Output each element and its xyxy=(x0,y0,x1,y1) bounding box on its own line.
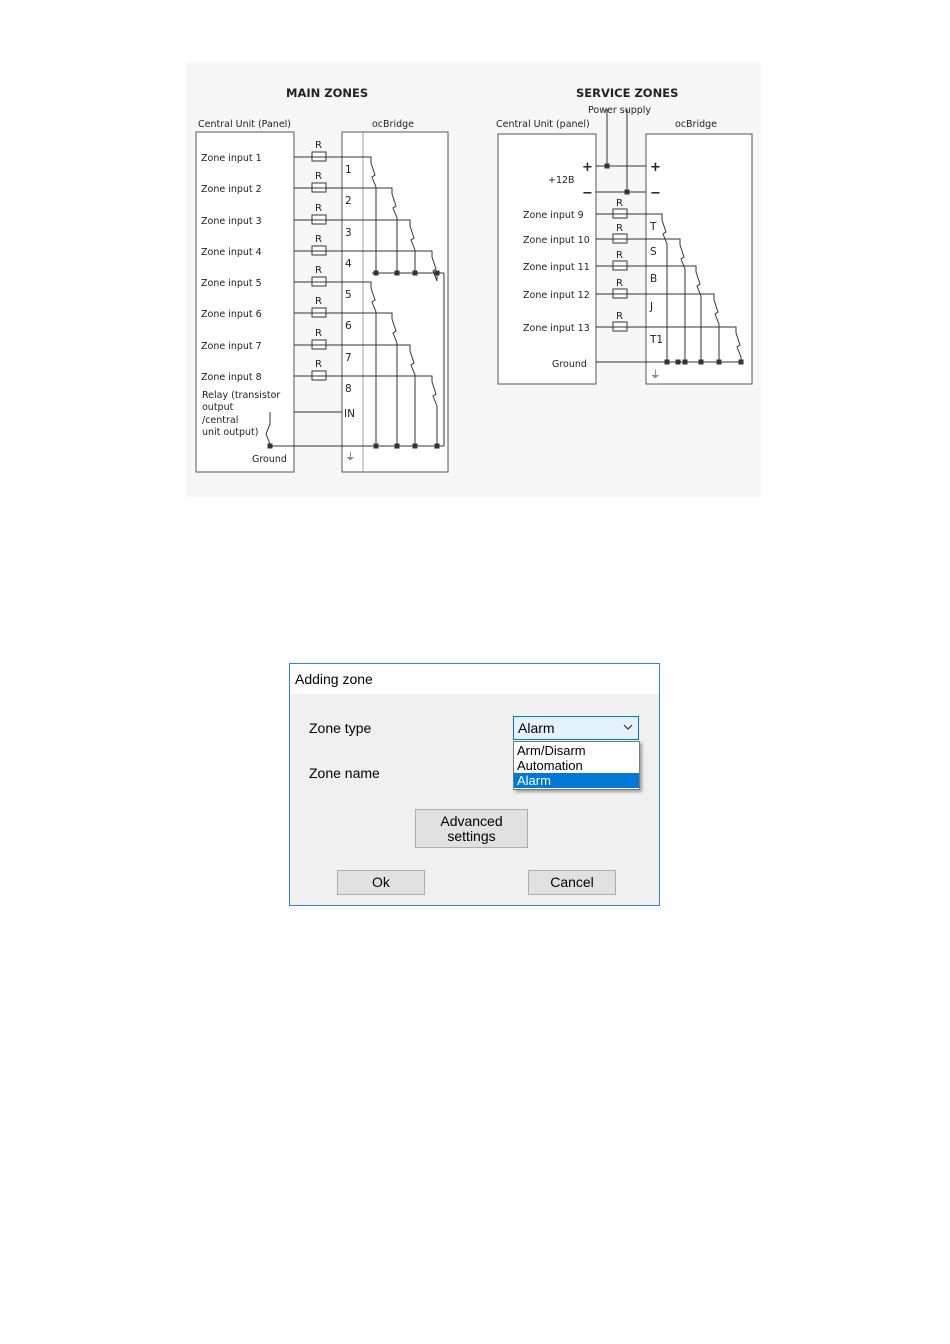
main-zone-label: Zone input 1 xyxy=(201,153,262,164)
junction-dot xyxy=(625,190,629,194)
zone-type-option-alarm[interactable]: Alarm xyxy=(514,773,639,788)
service-zones-title: SERVICE ZONES xyxy=(576,86,679,100)
zone-type-label: Zone type xyxy=(309,720,372,736)
service-minus-right: − xyxy=(650,186,661,201)
resistor-label: R xyxy=(315,234,322,245)
zone-name-label: Zone name xyxy=(309,765,380,781)
zone-type-option-automation[interactable]: Automation xyxy=(517,758,583,773)
resistor-label: R xyxy=(315,171,322,182)
resistor-label: R xyxy=(616,278,623,289)
power-supply-label: Power supply xyxy=(588,105,652,116)
service-terminal-label: S xyxy=(650,246,657,258)
service-zone-label: Zone input 11 xyxy=(523,262,590,273)
service-panel-label: Central Unit (panel) xyxy=(496,119,590,130)
service-bridge-label: ocBridge xyxy=(675,119,718,130)
service-zone-label: Zone input 9 xyxy=(523,210,584,221)
main-bridge-box xyxy=(342,132,448,472)
service-zone-label: Zone input 13 xyxy=(523,323,590,334)
dialog-title: Adding zone xyxy=(295,671,373,687)
main-terminal-label: 8 xyxy=(345,383,352,395)
resistor-label: R xyxy=(616,198,623,209)
resistor-label: R xyxy=(315,203,322,214)
service-zone-label: Zone input 12 xyxy=(523,290,590,301)
relay-label-line-2: output xyxy=(202,402,234,413)
main-zone-label: Zone input 6 xyxy=(201,309,262,320)
resistor-label: R xyxy=(315,328,322,339)
main-zone-label: Zone input 3 xyxy=(201,216,262,227)
chevron-down-icon xyxy=(623,723,633,731)
main-ground-symbol: ⏚ xyxy=(345,451,356,463)
service-plus-left: + xyxy=(582,160,593,175)
main-terminal-label: 5 xyxy=(345,289,352,301)
main-zone-label: Zone input 7 xyxy=(201,341,262,352)
main-panel-label: Central Unit (Panel) xyxy=(198,119,292,130)
service-plus-right: + xyxy=(650,160,661,175)
service-zone-label: Zone input 10 xyxy=(523,235,590,246)
service-terminal-label: J xyxy=(650,301,654,313)
service-terminal-label: T1 xyxy=(650,334,664,346)
resistor-label: R xyxy=(315,359,322,370)
zone-type-dropdown-list xyxy=(513,741,640,790)
zone-type-select[interactable] xyxy=(513,716,639,740)
resistor-label: R xyxy=(315,140,322,151)
main-terminal-label: 4 xyxy=(345,258,352,270)
service-voltage-label: +12B xyxy=(548,175,575,186)
junction-dot xyxy=(268,444,272,448)
resistor-label: R xyxy=(315,265,322,276)
main-zone-label: Zone input 4 xyxy=(201,247,262,258)
service-terminal-label: T xyxy=(650,221,657,233)
advanced-settings-button[interactable]: Advanced settings xyxy=(415,809,528,848)
zone-type-value: Alarm xyxy=(518,720,555,736)
main-zone-label: Zone input 2 xyxy=(201,184,262,195)
junction-dot xyxy=(605,164,609,168)
resistor-label: R xyxy=(616,223,623,234)
resistor-label: R xyxy=(616,311,623,322)
service-minus-left: − xyxy=(582,186,593,201)
relay-label-line-3: /central xyxy=(202,415,239,426)
dialog-title-bar xyxy=(290,664,659,694)
main-in-terminal: IN xyxy=(344,408,355,420)
main-bridge-label: ocBridge xyxy=(372,119,415,130)
main-terminal-label: 2 xyxy=(345,195,352,207)
service-bridge-box xyxy=(646,134,752,384)
wiring-diagram xyxy=(186,62,761,497)
adding-zone-dialog xyxy=(289,663,660,906)
relay-label-line-1: Relay (transistor xyxy=(202,390,281,401)
main-terminal-label: 1 xyxy=(345,164,352,176)
main-zone-label: Zone input 8 xyxy=(201,372,262,383)
service-ground-symbol: ⏚ xyxy=(650,369,661,381)
junction-dot xyxy=(676,360,680,364)
ok-button[interactable]: Ok xyxy=(337,870,425,895)
relay-label-line-4: unit output) xyxy=(202,427,259,438)
main-zone-label: Zone input 5 xyxy=(201,278,262,289)
main-terminal-label: 3 xyxy=(345,227,352,239)
main-zones-title: MAIN ZONES xyxy=(286,86,369,100)
main-ground-label: Ground xyxy=(252,454,287,465)
main-terminal-label: 6 xyxy=(345,320,352,332)
resistor-label: R xyxy=(315,296,322,307)
zone-type-option-arm-disarm[interactable]: Arm/Disarm xyxy=(517,743,586,758)
service-terminal-label: B xyxy=(650,273,658,285)
main-terminal-label: 7 xyxy=(345,352,352,364)
resistor-label: R xyxy=(616,250,623,261)
cancel-button[interactable]: Cancel xyxy=(528,870,616,895)
service-ground-label: Ground xyxy=(552,359,587,370)
